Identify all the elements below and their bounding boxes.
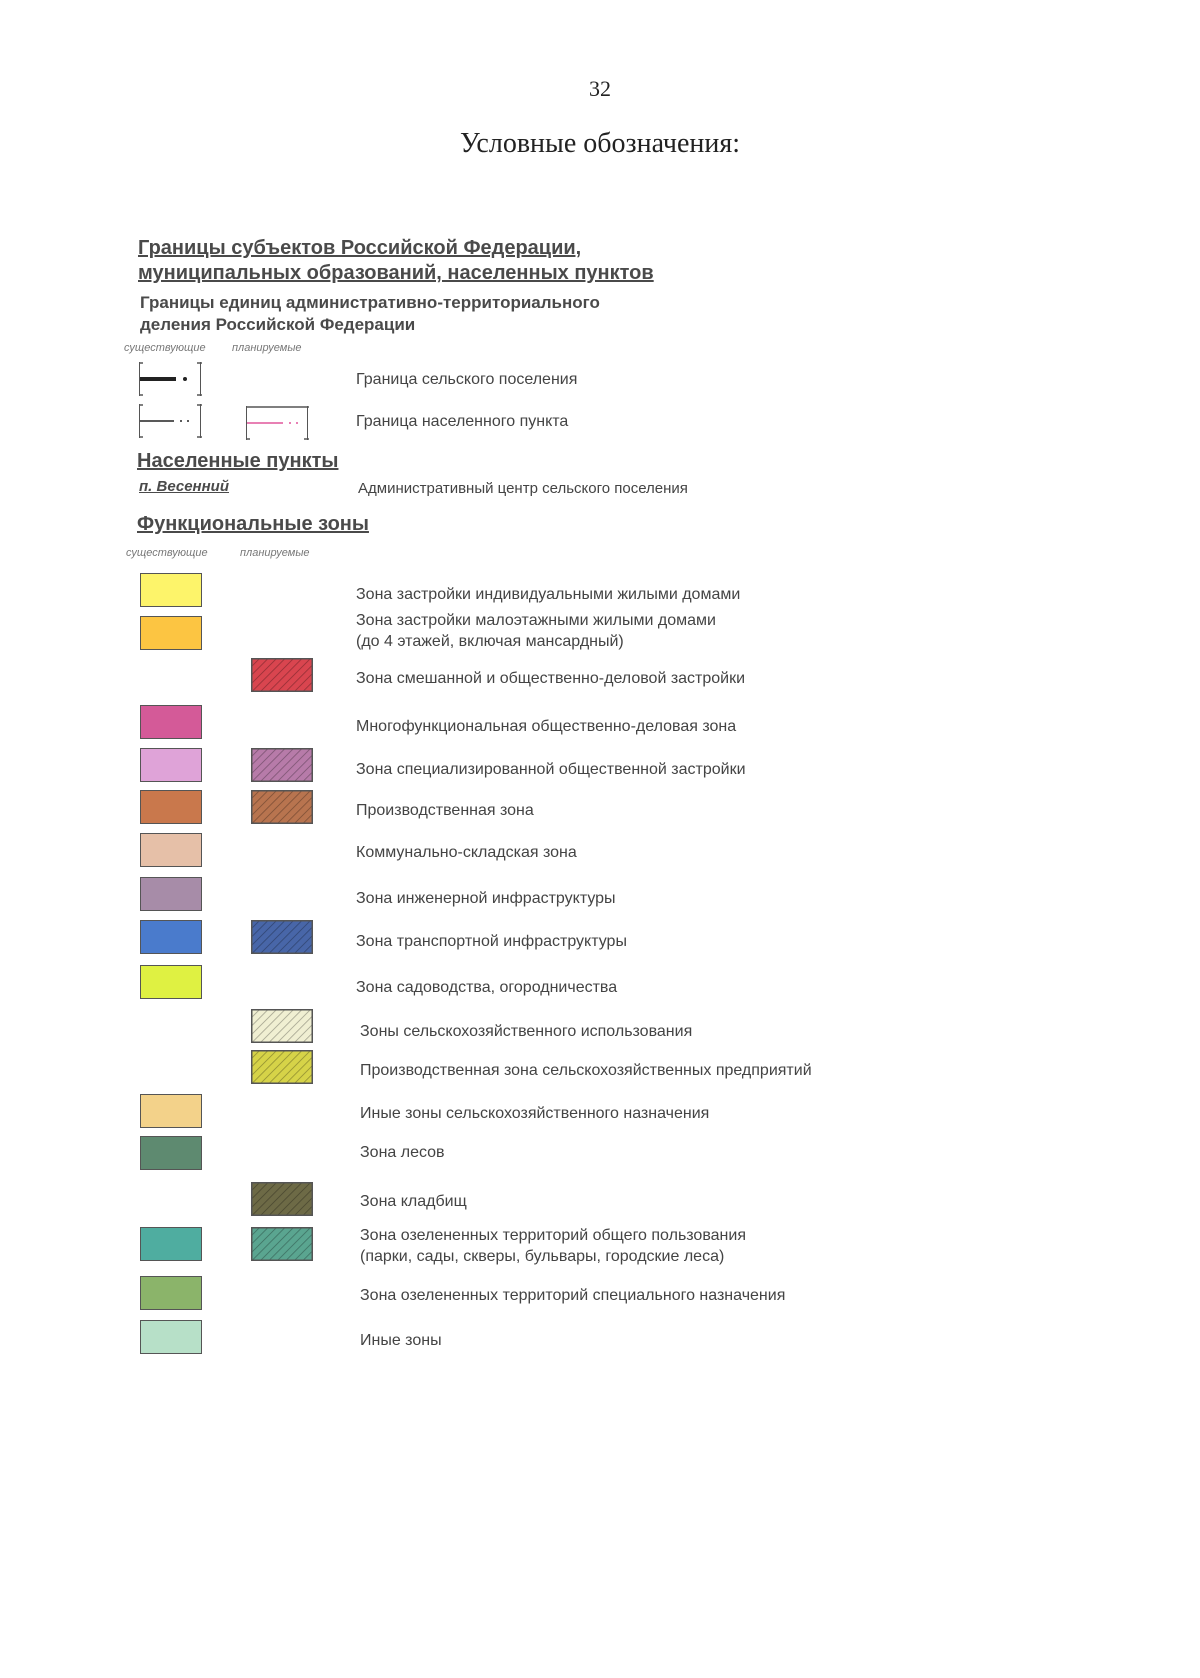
zone-label xyxy=(356,584,740,605)
zone-label xyxy=(356,977,617,998)
zone-label xyxy=(360,1225,746,1267)
settlement-border-planned-symbol xyxy=(246,406,308,440)
zone-swatch-existing xyxy=(140,1136,202,1170)
zone-label xyxy=(360,1060,812,1081)
zone-label xyxy=(356,800,534,821)
zone-swatch-existing xyxy=(140,705,202,739)
zone-swatch-planned xyxy=(251,790,313,824)
page-title: Условные обозначения: xyxy=(459,128,741,159)
zone-swatch-existing xyxy=(140,748,202,782)
zone-label xyxy=(356,931,627,952)
zone-label xyxy=(360,1021,692,1042)
zone-label-line1: Зона смешанной и общественно-деловой застройки xyxy=(356,670,746,687)
zone-swatch-planned xyxy=(251,748,313,782)
zone-label xyxy=(360,1103,709,1124)
zone-swatch-existing xyxy=(140,965,202,999)
settlement-border-existing-symbol xyxy=(139,404,201,438)
zone-swatch-existing xyxy=(140,573,202,607)
zone-swatch-existing xyxy=(140,1094,202,1128)
zone-label-line1: Зона озелененных территорий общего пользования xyxy=(360,1227,746,1244)
zone-swatch-existing xyxy=(140,877,202,911)
zone-label-line1: Зона застройки индивидуальными жилыми домами xyxy=(356,586,741,603)
zone-label-line1: Зона лесов xyxy=(360,1144,445,1161)
zone-label xyxy=(356,842,577,863)
settlements-heading: Населенные пункты xyxy=(137,450,339,472)
zone-label-line1: Производственная зона сельскохозяйственных предприятий xyxy=(360,1062,812,1079)
settlement-example-label: Административный центр сельского поселения xyxy=(358,480,688,497)
zone-label-line2: (парки, сады, скверы, бульвары, городские леса) xyxy=(360,1248,725,1265)
column-label-existing: существующие xyxy=(124,342,206,354)
borders-subheading-line1: Границы единиц административно-территориального xyxy=(140,293,600,312)
zone-swatch-planned xyxy=(251,658,313,692)
rural-settlement-border-symbol xyxy=(139,362,201,396)
zone-label-line2: (до 4 этажей, включая мансардный) xyxy=(356,633,624,650)
zone-swatch-planned xyxy=(251,1182,313,1216)
zone-label xyxy=(360,1191,467,1212)
zone-label-line1: Зона кладбищ xyxy=(360,1193,467,1210)
zone-label-line1: Иные зоны сельскохозяйственного назначения xyxy=(360,1105,710,1122)
zone-swatch-existing xyxy=(140,616,202,650)
zone-label-line1: Зона озелененных территорий специального назначения xyxy=(360,1287,786,1304)
settlement-border-label: Граница населенного пункта xyxy=(356,413,569,430)
zone-label-line1: Коммунально-складская зона xyxy=(356,844,577,861)
zone-swatch-planned xyxy=(251,1227,313,1261)
zones-heading: Функциональные зоны xyxy=(137,513,369,535)
zones-column-label-planned: планируемые xyxy=(240,547,310,559)
zone-label xyxy=(356,716,736,737)
zone-label-line1: Зона садоводства, огородничества xyxy=(356,979,618,996)
zones-column-label-existing: существующие xyxy=(126,547,208,559)
zone-label xyxy=(360,1285,785,1306)
zone-label-line1: Зоны сельскохозяйственного использования xyxy=(360,1023,693,1040)
zone-swatch-existing xyxy=(140,1276,202,1310)
settlement-example-name: п. Весенний xyxy=(139,478,229,495)
zone-label xyxy=(356,668,745,689)
rural-settlement-border-label: Граница сельского поселения xyxy=(356,371,578,388)
zone-label-line1: Зона специализированной общественной застройки xyxy=(356,761,746,778)
zone-swatch-planned xyxy=(251,1009,313,1043)
zone-label xyxy=(356,610,716,652)
zone-label xyxy=(360,1142,445,1163)
borders-heading-line2: муниципальных образований, населенных пунктов xyxy=(138,262,654,284)
zone-label-line1: Производственная зона xyxy=(356,802,534,819)
zone-label xyxy=(356,759,746,780)
column-label-planned: планируемые xyxy=(232,342,302,354)
zone-label xyxy=(356,888,616,909)
zone-label-line1: Зона инженерной инфраструктуры xyxy=(356,890,616,907)
zone-swatch-existing xyxy=(140,790,202,824)
borders-heading-line1: Границы субъектов Российской Федерации, xyxy=(138,237,582,259)
page-number: 32 xyxy=(589,76,611,101)
zone-swatch-existing xyxy=(140,1227,202,1261)
zone-swatch-existing xyxy=(140,1320,202,1354)
zone-swatch-planned xyxy=(251,1050,313,1084)
zone-swatch-existing xyxy=(140,833,202,867)
zone-label-line1: Зона транспортной инфраструктуры xyxy=(356,933,627,950)
zone-swatch-existing xyxy=(140,920,202,954)
zone-label xyxy=(360,1330,442,1351)
zone-label-line1: Многофункциональная общественно-деловая зона xyxy=(356,718,737,735)
zone-label-line1: Зона застройки малоэтажными жилыми домами xyxy=(356,612,716,629)
zone-label-line1: Иные зоны xyxy=(360,1332,442,1349)
borders-subheading-line2: деления Российской Федерации xyxy=(140,315,416,334)
zone-swatch-planned xyxy=(251,920,313,954)
